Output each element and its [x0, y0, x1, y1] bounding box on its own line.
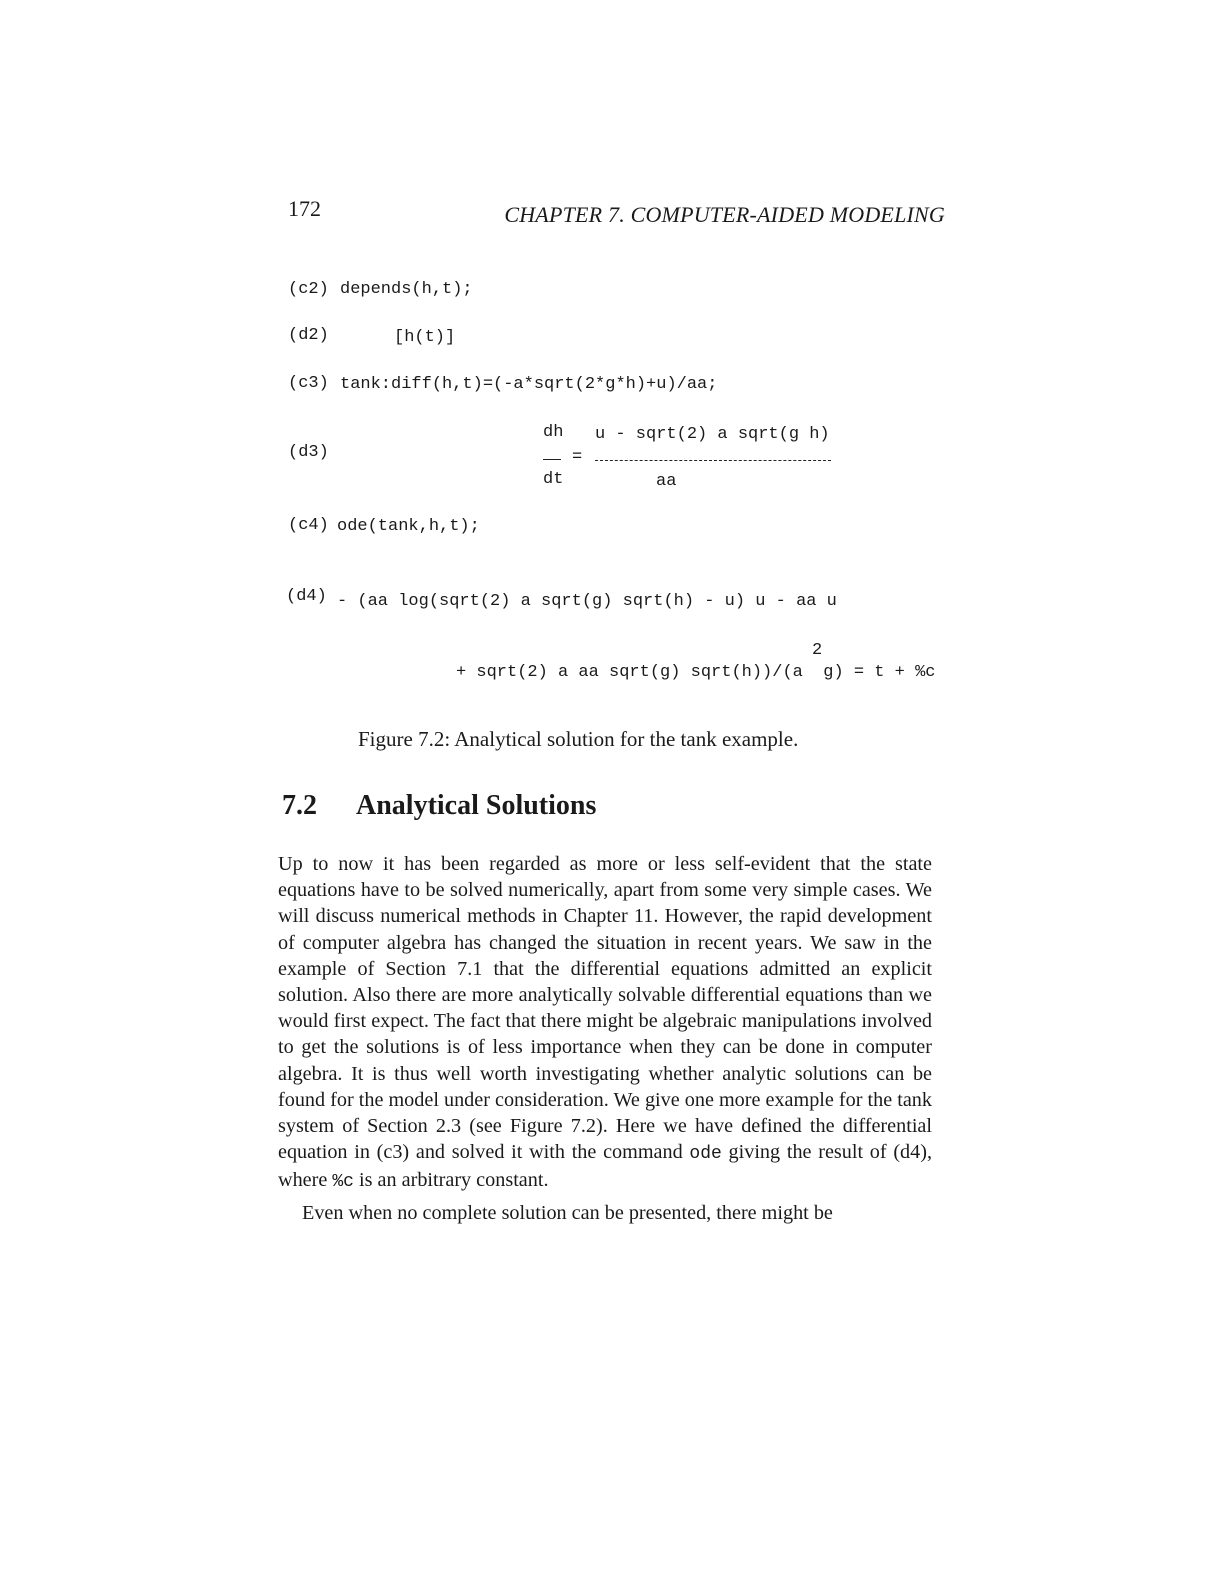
paragraph-1-text-c: is an arbitrary constant.	[353, 1169, 549, 1192]
d3-rhs-numerator: u - sqrt(2) a sqrt(g h)	[595, 425, 830, 444]
d3-rhs-fraction-bar	[595, 460, 831, 461]
paragraph-1	[278, 851, 932, 1196]
input-label-c3: (c3)	[288, 374, 329, 393]
output-label-d3: (d3)	[288, 443, 329, 462]
d4-exponent: 2	[812, 641, 823, 660]
section-heading	[282, 790, 596, 822]
d3-rhs-denominator: aa	[656, 472, 677, 491]
inline-constant: %c	[332, 1172, 354, 1193]
section-body	[278, 851, 932, 1226]
section-number: 7.2	[282, 790, 317, 821]
running-header: CHAPTER 7. COMPUTER-AIDED MODELING	[504, 202, 945, 227]
input-code-c2: depends(h,t);	[340, 280, 473, 299]
inline-command-ode: ode	[689, 1144, 722, 1165]
output-label-d2: (d2)	[288, 326, 329, 345]
paragraph-2: Even when no complete solution can be presented, there might be	[302, 1201, 833, 1224]
section-title: Analytical Solutions	[356, 790, 597, 821]
d3-equals-sign: =	[572, 448, 583, 467]
d3-lhs-denominator: dt	[543, 470, 564, 489]
d3-lhs-numerator: dh	[543, 423, 564, 442]
page-number: 172	[288, 196, 321, 221]
d4-line-1: - (aa log(sqrt(2) a sqrt(g) sqrt(h) - u) u - aa u	[337, 592, 837, 611]
output-label-d4: (d4)	[286, 587, 327, 606]
d3-lhs-fraction-bar	[543, 459, 561, 460]
input-label-c4: (c4)	[288, 516, 329, 535]
d4-line-2: + sqrt(2) a aa sqrt(g) sqrt(h))/(a g) = t + %c	[456, 663, 936, 682]
input-code-c4: ode(tank,h,t);	[337, 517, 480, 536]
paragraph-1-text-b: giving the result of (d4), where	[278, 1141, 932, 1192]
input-code-c3: tank:diff(h,t)=(-a*sqrt(2*g*h)+u)/aa;	[340, 375, 718, 394]
input-label-c2: (c2)	[288, 280, 329, 299]
output-value-d2: [h(t)]	[394, 328, 456, 347]
figure-caption: Figure 7.2: Analytical solution for the tank example.	[358, 727, 799, 751]
paragraph-1-text-a: Up to now it has been regarded as more or less self-evident that the state equations have to be solved numerically, apart from some very simple cases. We will discuss numerical methods in Chapter 11. However, the rapid development of computer algebra has changed the situation in recent years. We saw in the example of Section 7.1 that the differential equations admitted an explicit solution. Also there are more analytically solvable differential equations than we would first expect. The fact that there might be algebraic manipulations involved to get the solutions is of less importance when they can be done in computer algebra. It is thus well worth investigating whether analytic solutions can be found for the model under consideration. We give one more example for the tank system of Section 2.3 (see Figure 7.2). Here we have defined the differential equation in (c3) and solved it with the command	[278, 853, 932, 1164]
